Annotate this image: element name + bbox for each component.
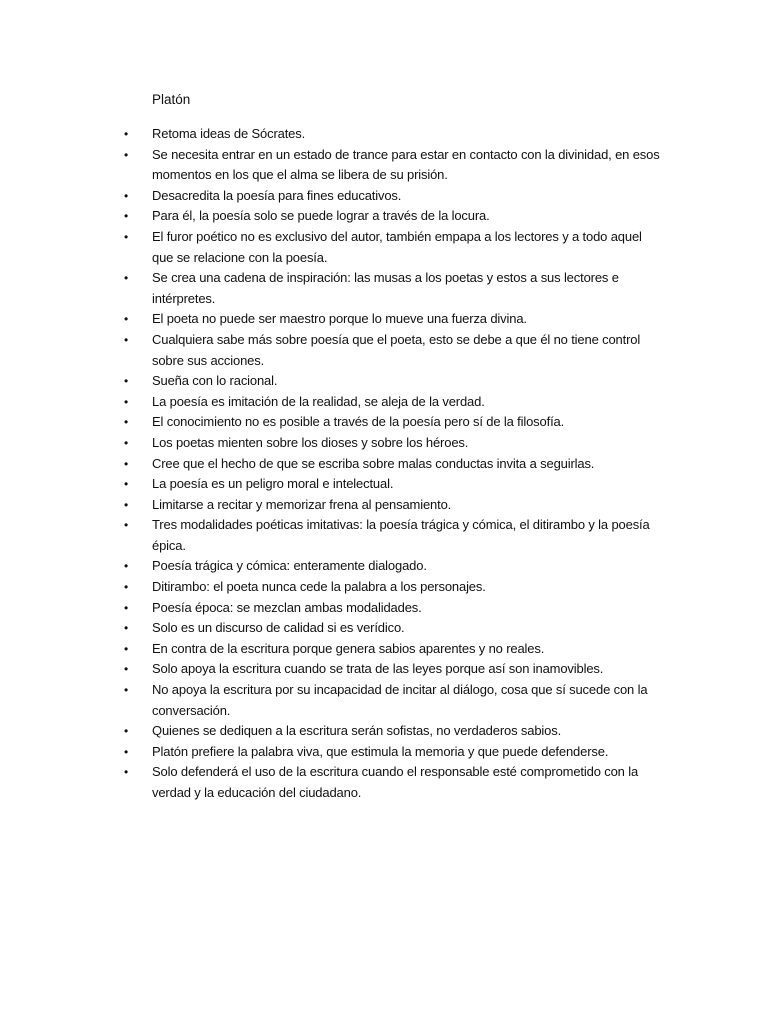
- list-item-text: Ditirambo: el poeta nunca cede la palabra a los personajes.: [152, 579, 486, 595]
- bullet-icon: •: [124, 518, 129, 533]
- list-item-text: Solo defenderá el uso de la escritura cuando el responsable esté comprometido con la verdad y la educación del ciudadano.: [152, 764, 639, 800]
- list-item-text: Desacredita la poesía para fines educativos.: [152, 187, 402, 203]
- bullet-list: [124, 124, 664, 804]
- bullet-icon: •: [124, 580, 129, 595]
- list-item: [124, 268, 664, 309]
- bullet-icon: •: [124, 600, 129, 615]
- document-title: Platón: [152, 92, 191, 107]
- bullet-icon: •: [124, 312, 129, 327]
- bullet-icon: •: [124, 662, 129, 677]
- list-item: [124, 680, 664, 721]
- bullet-icon: •: [124, 765, 129, 780]
- list-item: [124, 371, 664, 392]
- list-item: [124, 762, 664, 803]
- list-item: [124, 330, 664, 371]
- bullet-icon: •: [124, 332, 129, 347]
- bullet-icon: •: [124, 229, 129, 244]
- list-item-text: El poeta no puede ser maestro porque lo mueve una fuerza divina.: [152, 311, 527, 327]
- list-item: [124, 124, 664, 145]
- list-item: [124, 659, 664, 680]
- bullet-icon: •: [124, 188, 129, 203]
- bullet-icon: •: [124, 147, 129, 162]
- list-item-text: Quienes se dediquen a la escritura serán sofistas, no verdaderos sabios.: [152, 723, 562, 739]
- list-item-text: El furor poético no es exclusivo del autor, también empapa a los lectores y a todo aquel que se relacione con la poesía.: [152, 228, 642, 265]
- bullet-icon: •: [124, 724, 129, 739]
- bullet-icon: •: [124, 683, 129, 698]
- list-item-text: No apoya la escritura por su incapacidad de incitar al diálogo, cosa que sí sucede con la conversación.: [152, 682, 648, 718]
- list-item: [124, 454, 664, 475]
- list-item: [124, 598, 664, 619]
- list-item: [124, 145, 664, 186]
- list-item-text: La poesía es un peligro moral e intelectual.: [152, 476, 394, 492]
- list-item-text: Solo apoya la escritura cuando se trata de las leyes porque así son inamovibles.: [152, 661, 604, 677]
- bullet-icon: •: [124, 641, 129, 656]
- list-item-text: Para él, la poesía solo se puede lograr a través de la locura.: [152, 208, 490, 224]
- bullet-icon: •: [124, 435, 129, 450]
- list-item: [124, 721, 664, 742]
- bullet-icon: •: [124, 477, 129, 492]
- bullet-icon: •: [124, 127, 129, 141]
- list-item: [124, 309, 664, 330]
- bullet-icon: •: [124, 744, 129, 759]
- list-item-text: Los poetas mienten sobre los dioses y sobre los héroes.: [152, 434, 469, 450]
- list-item-text: Poesía trágica y cómica: enteramente dialogado.: [152, 558, 427, 574]
- list-item-text: El conocimiento no es posible a través de la poesía pero sí de la filosofía.: [152, 414, 565, 430]
- list-item: [124, 412, 664, 433]
- bullet-icon: •: [124, 209, 129, 224]
- list-item: [124, 392, 664, 413]
- bullet-icon: •: [124, 456, 129, 471]
- list-item: [124, 577, 664, 598]
- list-item: [124, 186, 664, 207]
- list-item-text: En contra de la escritura porque genera sabios aparentes y no reales.: [152, 640, 545, 656]
- bullet-icon: •: [124, 497, 129, 512]
- list-item-text: Limitarse a recitar y memorizar frena al pensamiento.: [152, 496, 452, 512]
- list-item: [124, 206, 664, 227]
- list-item: [124, 639, 664, 660]
- list-item: [124, 556, 664, 577]
- list-item-text: Retoma ideas de Sócrates.: [152, 126, 306, 141]
- bullet-icon: •: [124, 374, 129, 389]
- bullet-icon: •: [124, 271, 129, 286]
- list-item-text: Cualquiera sabe más sobre poesía que el poeta, esto se debe a que él no tiene control sobre sus acciones.: [152, 331, 641, 368]
- list-item-text: Se necesita entrar en un estado de trance para estar en contacto con la divinidad, en esos momentos en los que el alma se libera de su prisión.: [152, 146, 660, 183]
- list-item: [124, 515, 664, 556]
- list-item-text: Solo es un discurso de calidad si es verídico.: [152, 620, 405, 636]
- bullet-icon: •: [124, 621, 129, 636]
- list-item: [124, 742, 664, 763]
- list-item-text: Tres modalidades poéticas imitativas: la poesía trágica y cómica, el ditirambo y la poesía épica.: [152, 517, 650, 553]
- bullet-icon: •: [124, 559, 129, 574]
- list-item: [124, 433, 664, 454]
- list-item-text: Cree que el hecho de que se escriba sobre malas conductas invita a seguirlas.: [152, 455, 595, 471]
- list-item: [124, 474, 664, 495]
- list-item-text: Platón prefiere la palabra viva, que estimula la memoria y que puede defenderse.: [152, 743, 609, 759]
- bullet-icon: •: [124, 415, 129, 430]
- list-item-text: Sueña con lo racional.: [152, 373, 278, 389]
- list-item-text: Poesía época: se mezclan ambas modalidades.: [152, 599, 422, 615]
- list-item-text: Se crea una cadena de inspiración: las musas a los poetas y estos a sus lectores e intérpretes.: [152, 270, 619, 306]
- list-item-text: La poesía es imitación de la realidad, se aleja de la verdad.: [152, 393, 485, 409]
- bullet-icon: •: [124, 394, 129, 409]
- list-item: [124, 227, 664, 268]
- list-item: [124, 495, 664, 516]
- list-item: [124, 618, 664, 639]
